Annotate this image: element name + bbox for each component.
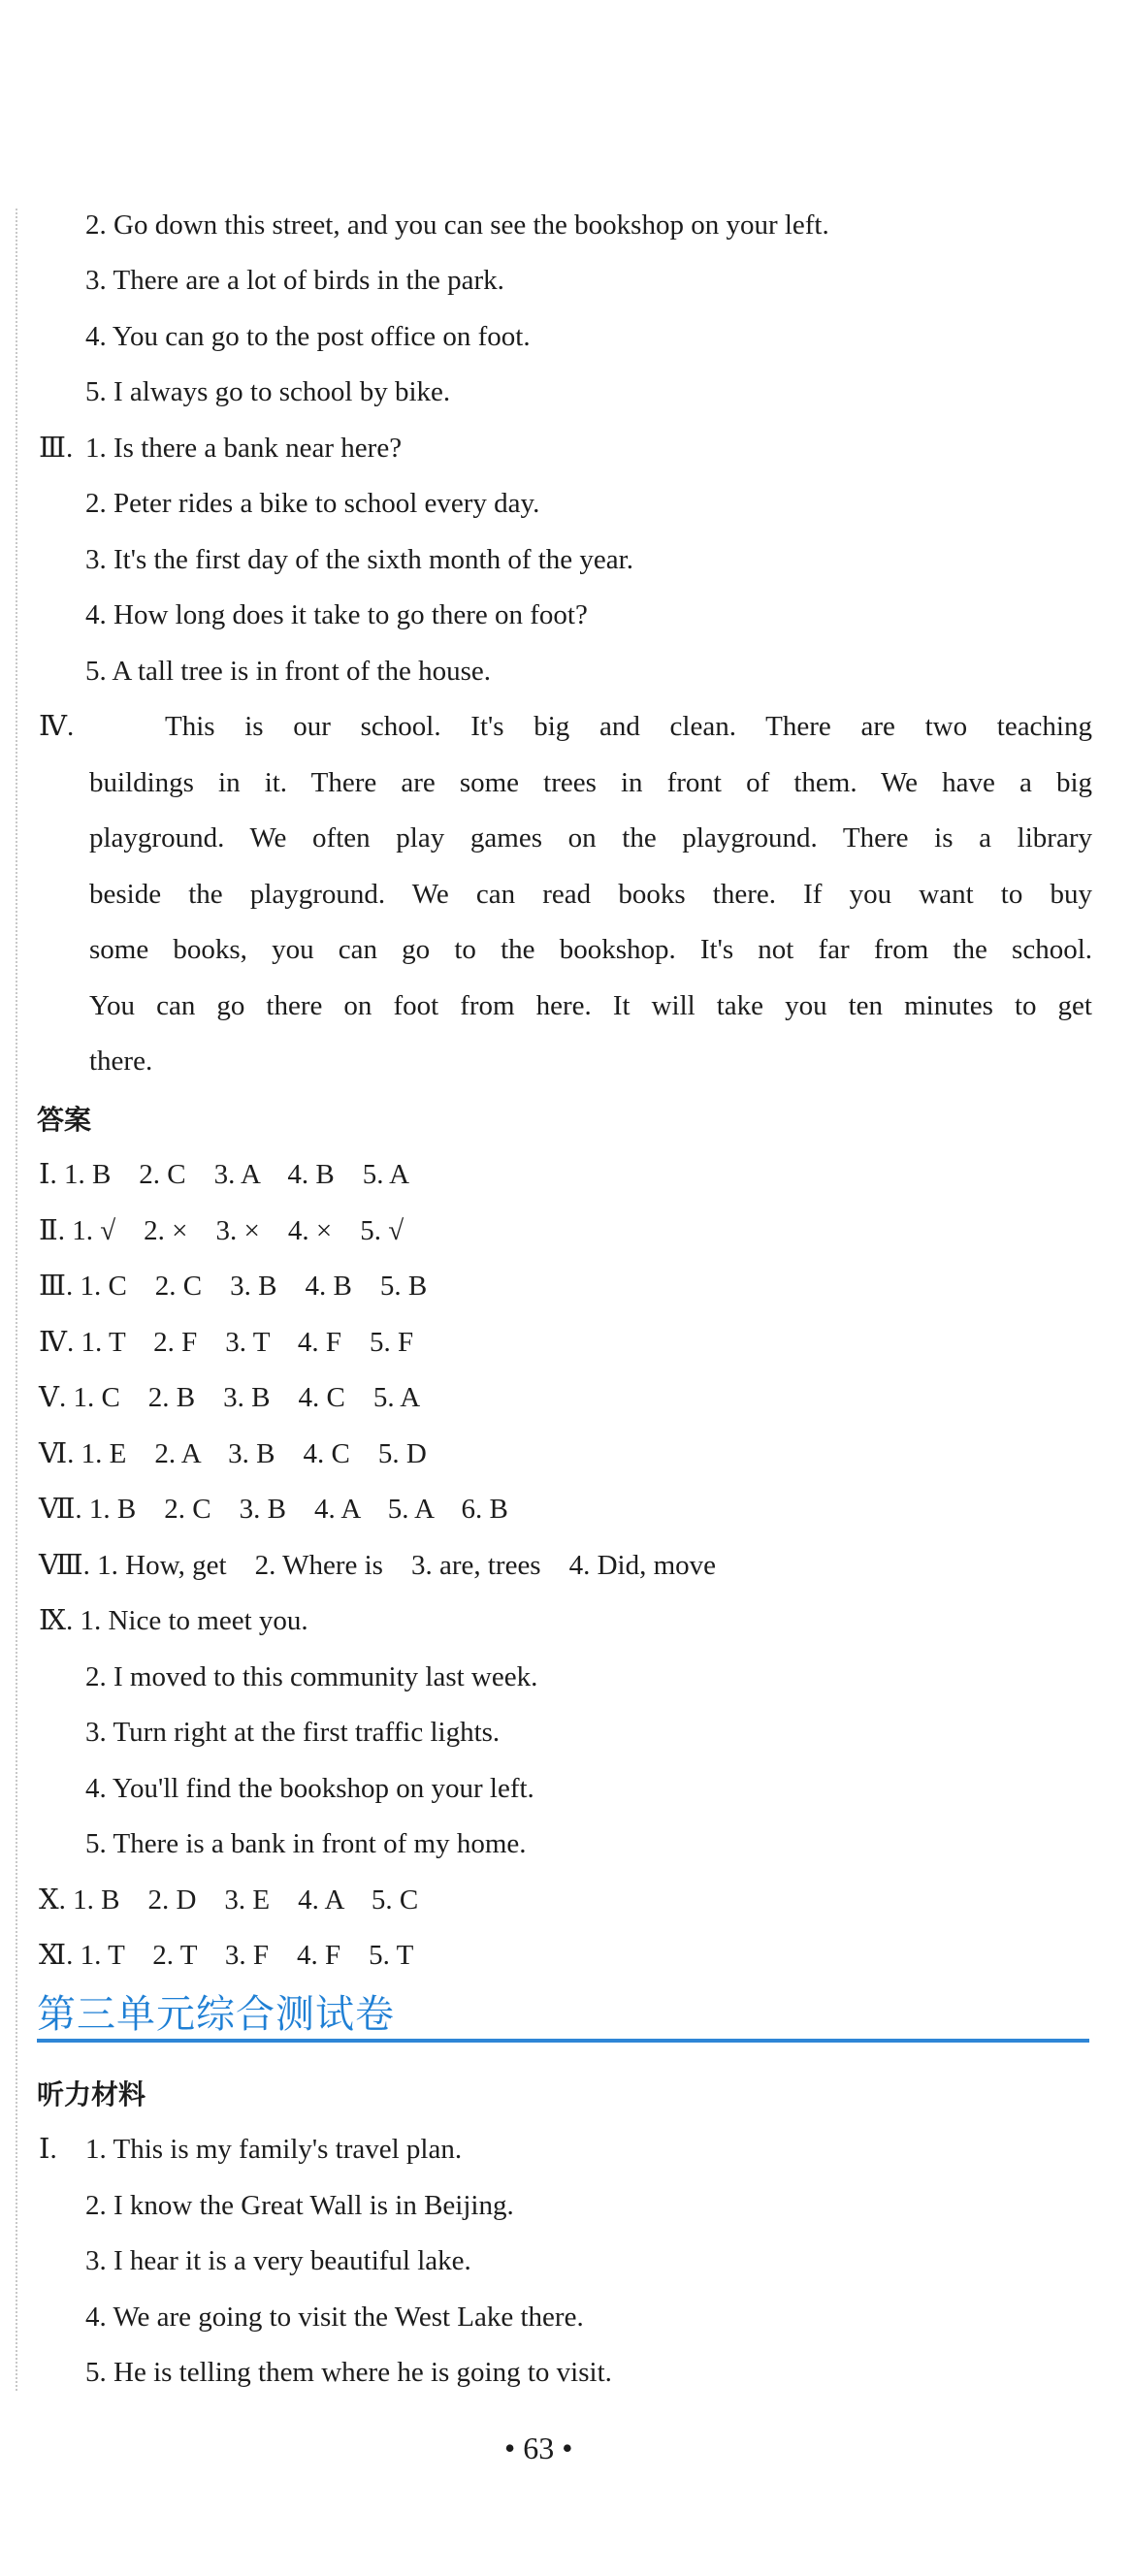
answer-row: Ⅵ. 1. E 2. A 3. B 4. C 5. D <box>39 1438 427 1469</box>
answer-row: Ⅳ. 1. T 2. F 3. T 4. F 5. F <box>39 1327 414 1358</box>
text-line: 4. How long does it take to go there on foot? <box>85 599 588 630</box>
paragraph-line: some books, you can go to the bookshop. It's not far from the school. <box>89 934 1092 965</box>
answer-row: Ⅹ. 1. B 2. D 3. E 4. A 5. C <box>39 1884 419 1916</box>
answer-row: Ⅶ. 1. B 2. C 3. B 4. A 5. A 6. B <box>39 1494 508 1525</box>
paragraph-line: there. <box>89 1046 153 1077</box>
margin-dotted-line <box>16 209 17 2391</box>
answer-row: Ⅰ. 1. B 2. C 3. A 4. B 5. A <box>39 1159 410 1190</box>
text-line: 2. Peter rides a bike to school every day. <box>85 488 540 519</box>
text-line: 1. Is there a bank near here? <box>85 433 403 464</box>
text-line: 4. You can go to the post office on foot. <box>85 321 531 352</box>
unit-title: 第三单元综合测试卷 <box>37 1992 395 2037</box>
text-line: 1. This is my family's travel plan. <box>85 2134 463 2165</box>
text-line: 3. There are a lot of birds in the park. <box>85 265 504 296</box>
answer-row: Ⅲ. 1. C 2. C 3. B 4. B 5. B <box>39 1271 428 1302</box>
answers-heading: 答案 <box>37 1104 92 1136</box>
text-line: 2. I know the Great Wall is in Beijing. <box>85 2190 514 2221</box>
text-line: 4. We are going to visit the West Lake there. <box>85 2302 584 2333</box>
answer-row: Ⅱ. 1. √ 2. × 3. × 4. × 5. √ <box>39 1215 404 1246</box>
answer-row: Ⅸ. 1. Nice to meet you. <box>39 1605 308 1636</box>
text-line: 3. I hear it is a very beautiful lake. <box>85 2245 471 2276</box>
text-line: 5. I always go to school by bike. <box>85 376 451 407</box>
answer-row: Ⅴ. 1. C 2. B 3. B 4. C 5. A <box>39 1382 421 1413</box>
paragraph-line: beside the playground. We can read books there. If you want to buy <box>89 879 1092 910</box>
title-underline <box>37 2039 1089 2043</box>
text-line: 5. He is telling them where he is going to visit. <box>85 2357 612 2388</box>
paragraph-line: This is our school. It's big and clean. There are two teaching <box>165 711 1092 742</box>
text-line: 2. Go down this street, and you can see the bookshop on your left. <box>85 209 829 241</box>
text-line: 5. A tall tree is in front of the house. <box>85 656 492 687</box>
section-label: Ⅲ. <box>39 433 74 464</box>
answer-row: Ⅷ. 1. How, get 2. Where is 3. are, trees 4. Did, move <box>39 1550 717 1581</box>
section-label: Ⅰ. <box>39 2134 57 2165</box>
answer-line: 5. There is a bank in front of my home. <box>85 1828 527 1859</box>
listening-heading: 听力材料 <box>37 2078 146 2110</box>
page-number: • 63 • <box>504 2431 573 2465</box>
paragraph-line: You can go there on foot from here. It will take you ten minutes to get <box>89 990 1092 1021</box>
answer-line: 2. I moved to this community last week. <box>85 1661 538 1692</box>
paragraph-line: playground. We often play games on the playground. There is a library <box>89 822 1092 853</box>
paragraph-line: buildings in it. There are some trees in front of them. We have a big <box>89 767 1092 798</box>
answer-line: 4. You'll find the bookshop on your left. <box>85 1773 534 1804</box>
answer-line: 3. Turn right at the first traffic lights. <box>85 1717 501 1748</box>
section-label: Ⅳ. <box>39 711 75 742</box>
answer-row: Ⅺ. 1. T 2. T 3. F 4. F 5. T <box>39 1940 414 1971</box>
text-line: 3. It's the first day of the sixth month of the year. <box>85 544 633 575</box>
